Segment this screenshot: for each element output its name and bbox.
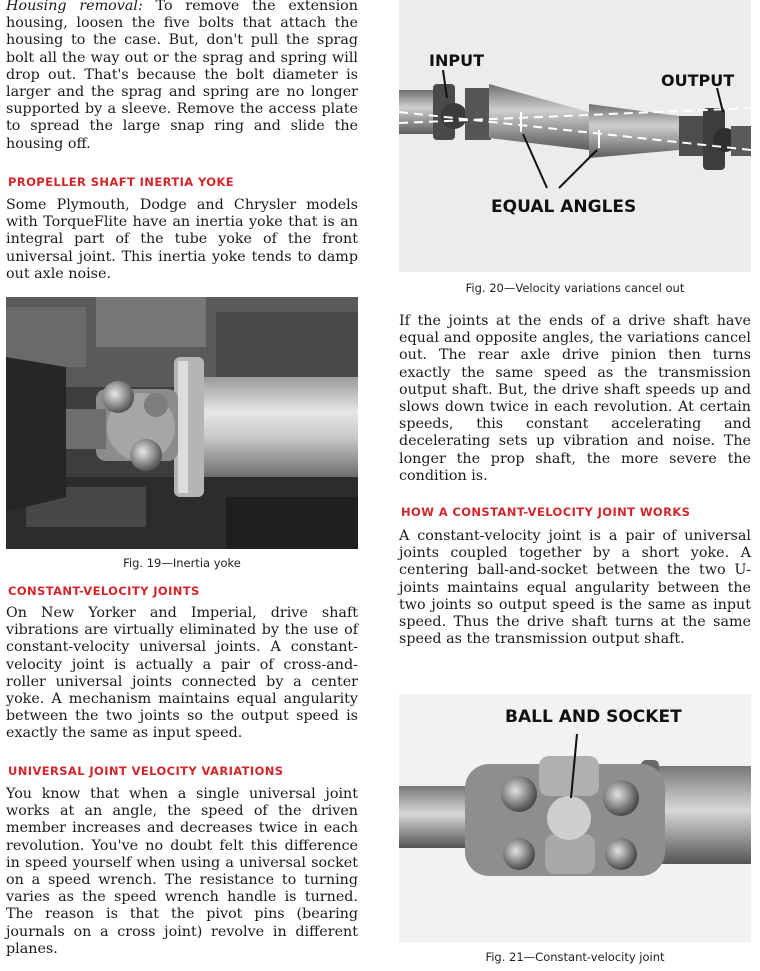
- fig20-input-label: INPUT: [429, 51, 484, 70]
- fig19-photo: [6, 297, 358, 549]
- paragraph-lead: Housing removal:: [6, 0, 143, 14]
- fig21-caption: Fig. 21—Constant-velocity joint: [485, 950, 665, 964]
- heading-propeller-shaft-inertia-yoke: PROPELLER SHAFT INERTIA YOKE: [8, 175, 235, 189]
- fig20-diagram: [399, 0, 751, 272]
- fig20-output-label: OUTPUT: [661, 71, 735, 90]
- paragraph-variations-cancel: If the joints at the ends of a drive shaft have equal and opposite angles, the variations cancel out. The rear axle drive pinion then turns exactly the same speed as the transmission output shaft. But, the drive shaft speeds up and slows down twice in each revolution. At certain speeds, this constant accelerating and decelerating sets up vibration and noise. The longer the prop shaft, the more severe the condition is.: [399, 313, 751, 484]
- fig20-caption: Fig. 20—Velocity variations cancel out: [465, 281, 685, 295]
- paragraph-cv-joint-works: A constant-velocity joint is a pair of universal joints coupled together by a short yoke. A centering ball-and-socket between the two U-joints maintains equal angularity between the two joints so output speed is the same as input speed. Thus the drive shaft turns at the same speed as the transmission output shaft.: [399, 528, 751, 648]
- heading-how-a-constant-velocity-joint-works: HOW A CONSTANT-VELOCITY JOINT WORKS: [401, 505, 691, 519]
- fig21-photo: [399, 694, 751, 942]
- fig20-equal-angles-label: EQUAL ANGLES: [491, 197, 637, 217]
- heading-universal-joint-velocity-variations: UNIVERSAL JOINT VELOCITY VARIATIONS: [8, 764, 284, 778]
- heading-constant-velocity-joints: CONSTANT-VELOCITY JOINTS: [8, 584, 200, 598]
- paragraph-constant-velocity: On New Yorker and Imperial, drive shaft vibrations are virtually eliminated by the use of constant-velocity universal joints. A constant-velocity joint is actually a pair of cross-and-roller universal joints connected by a center yoke. A mechanism maintains equal angularity between the two joints so the output speed is exactly the same as input speed.: [6, 605, 358, 742]
- paragraph-inertia-yoke: Some Plymouth, Dodge and Chrysler models with TorqueFlite have an inertia yoke that is an integral part of the tube yoke of the front universal joint. This inertia yoke tends to damp out axle noise.: [6, 197, 358, 282]
- paragraph-velocity-variations: You know that when a single universal joint works at an angle, the speed of the driven member increases and decreases twice in each revolution. You've no doubt felt this difference in speed yourself when using a universal socket on a speed wrench. The resistance to turning varies as the speed wrench handle is turned. The reason is that the pivot pins (bearing journals on a cross joint) revolve in different planes.: [6, 786, 358, 957]
- paragraph-housing-removal: Housing removal: To remove the extension housing, loosen the five bolts that attach the housing to the case. But, don't pull the sprag bolt all the way out or the sprag and spring will drop out. That's because the bolt diameter is larger and the sprag and spring are no longer supported by a sleeve. Remove the access plate to spread the large snap ring and slide the housing off.: [6, 0, 358, 152]
- fig19-caption: Fig. 19—Inertia yoke: [123, 556, 241, 570]
- fig21-ball-and-socket-label: BALL AND SOCKET: [505, 707, 682, 727]
